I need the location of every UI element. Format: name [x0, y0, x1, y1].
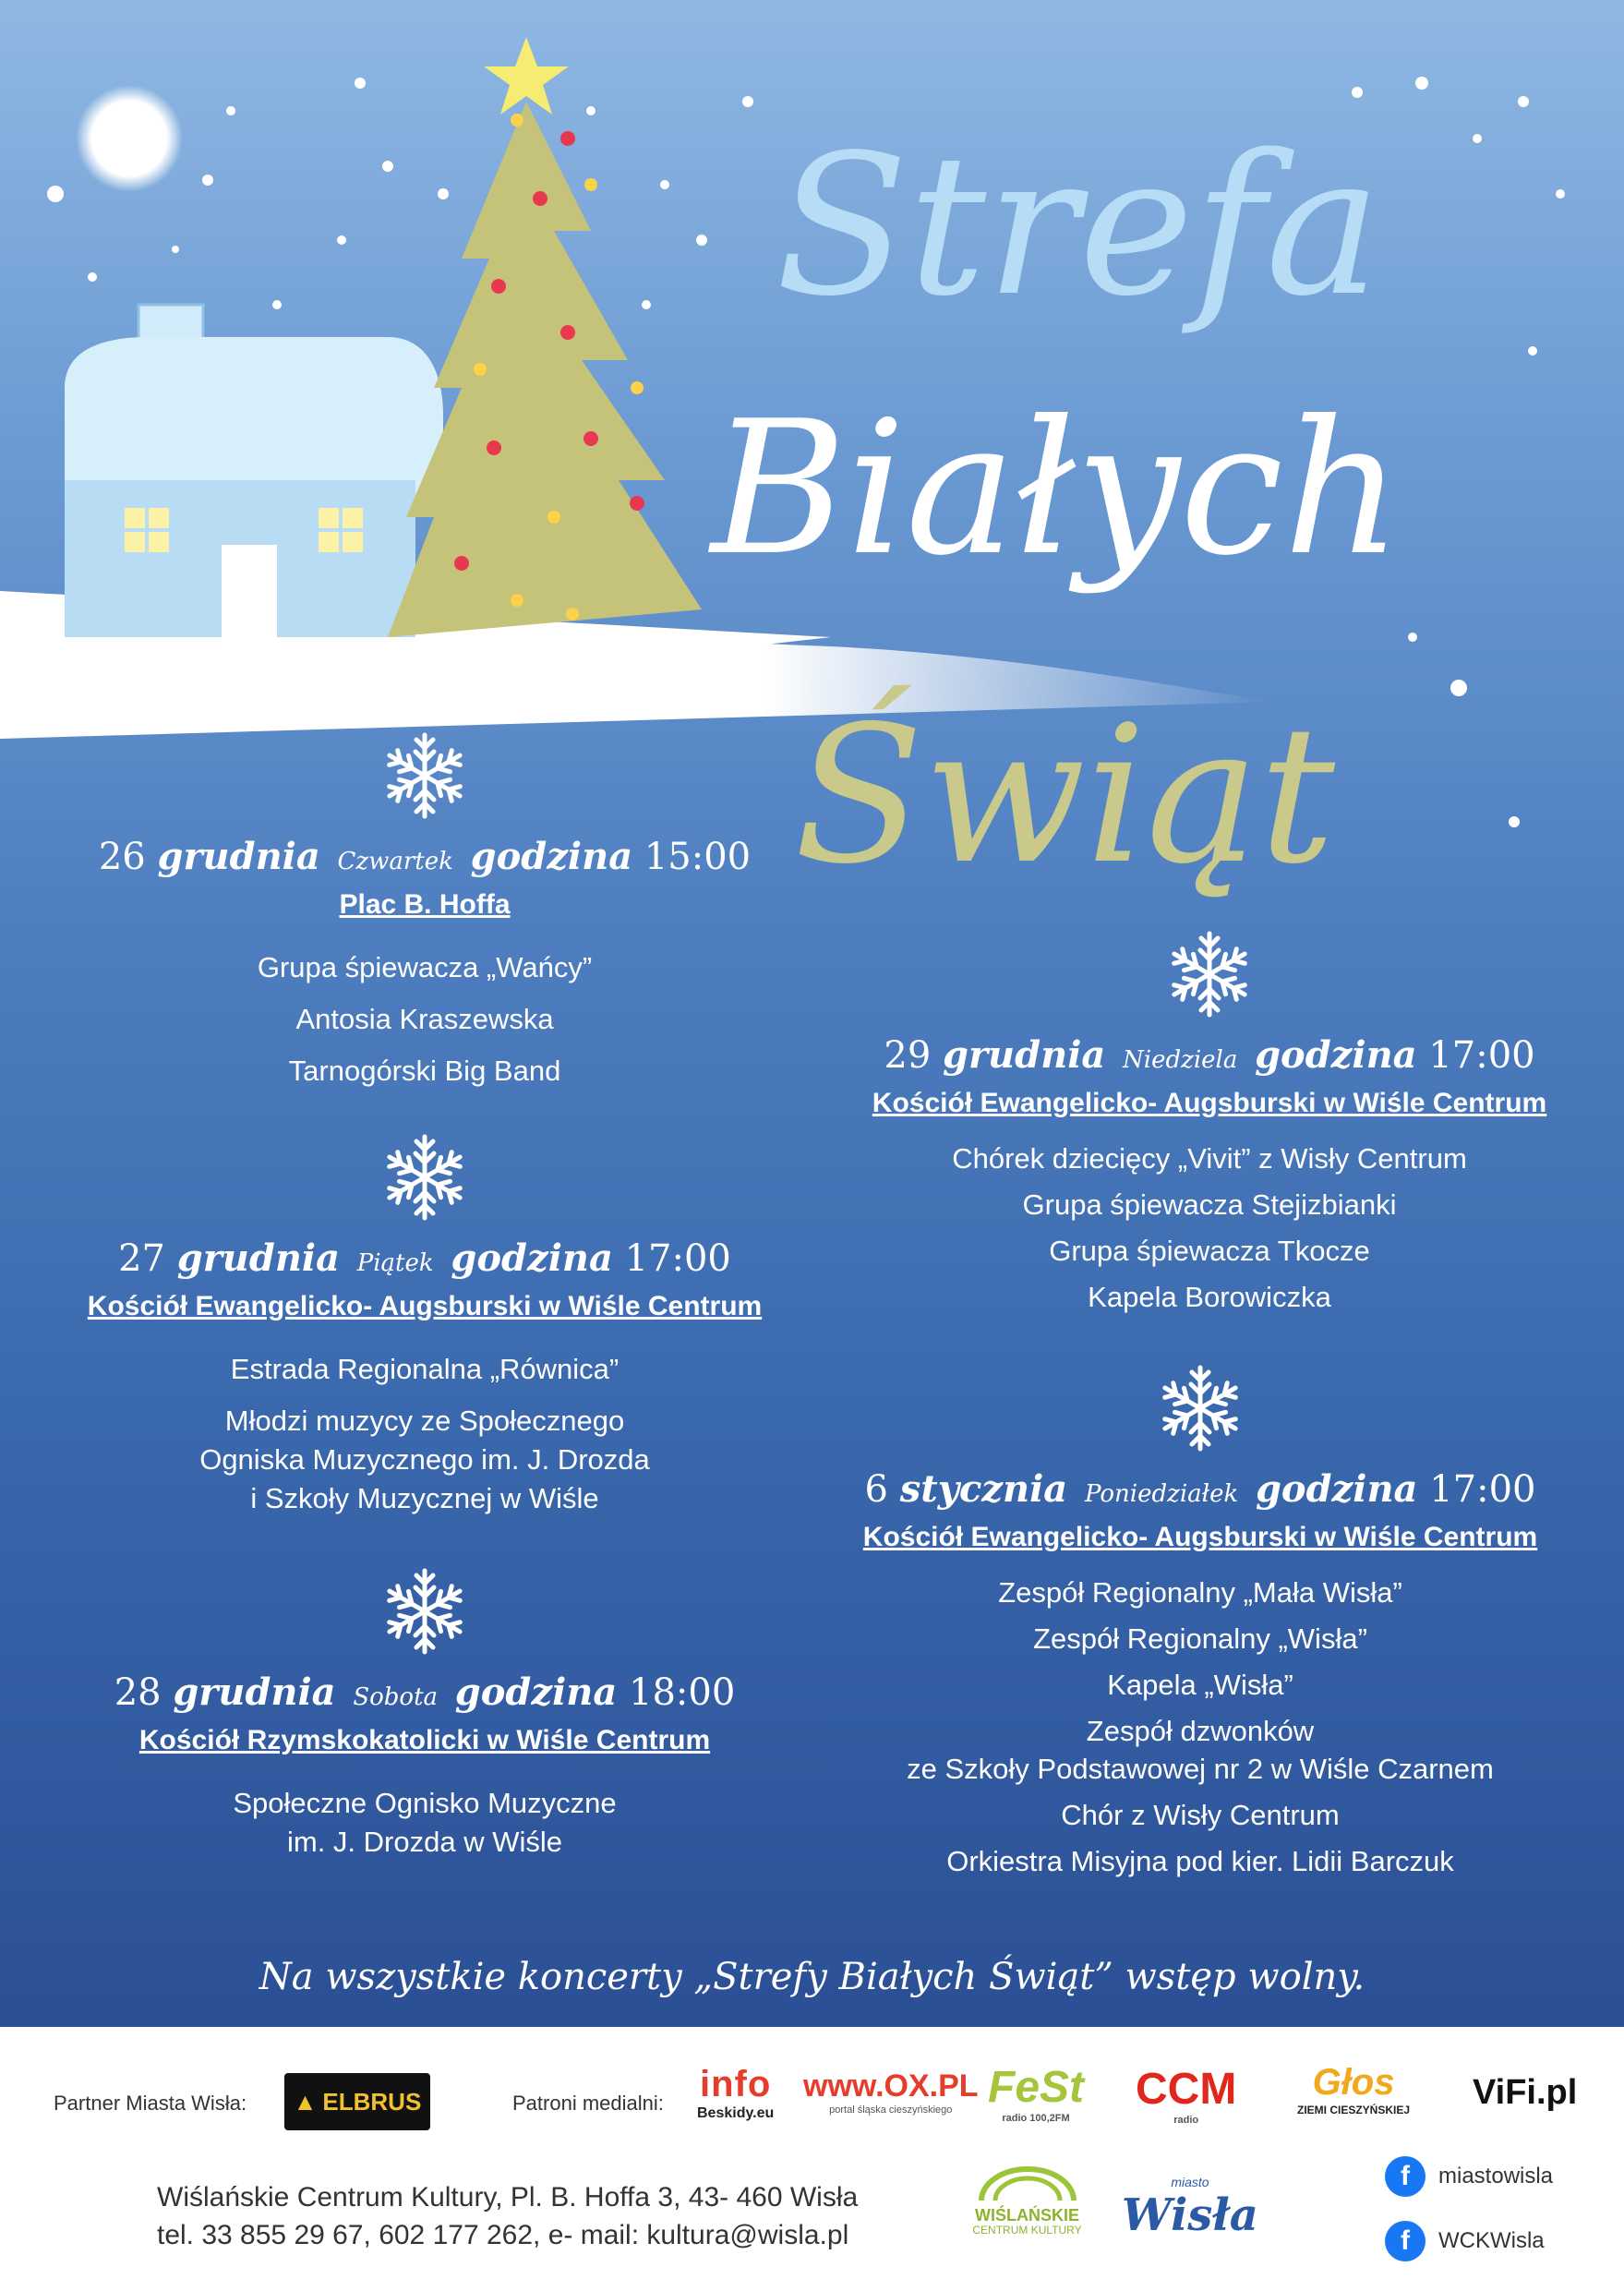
title-line-2: Białych [711, 381, 1402, 597]
event-month: grudnia [943, 1033, 1106, 1077]
event-time: 17:00 [624, 1237, 731, 1280]
performer-list [803, 1574, 1597, 1881]
performer: Grupa śpiewacza Tkocze [1049, 1234, 1370, 1267]
event-header [28, 835, 822, 878]
facebook-icon: f [1385, 2221, 1426, 2261]
event-card [812, 928, 1606, 1323]
snowflake-icon [379, 1131, 471, 1224]
glos-logo: Głos ZIEMI CIESZYŃSKIEJ [1297, 2062, 1411, 2116]
mountain-icon: ▲ [293, 2087, 318, 2116]
event-weekday: Sobota [353, 1683, 439, 1711]
media-label: Patroni medialni: [512, 2092, 664, 2115]
house-illustration [65, 305, 443, 637]
event-venue: Kościół Ewangelicko- Augsburski w Wiśle Centrum [872, 1088, 1547, 1118]
performer: Młodzi muzycy ze Społecznego Ogniska Muzycznego im. J. Drozda i Szkoły Muzycznej w Wiśle [199, 1404, 650, 1514]
free-entry-note: Na wszystkie koncerty „Strefy Białych Świąt” wstęp wolny. [259, 1956, 1365, 1998]
moon-icon [76, 85, 183, 192]
performer: Estrada Regionalna „Równica” [230, 1353, 620, 1385]
social-link[interactable] [1385, 2156, 1553, 2197]
performer: Orkiestra Misyjna pod kier. Lidii Barczuk [946, 1845, 1454, 1878]
event-month: grudnia [176, 1236, 341, 1280]
performer-list [28, 1350, 822, 1517]
performer: Zespół dzwonków ze Szkoły Podstawowej nr 2 w Wiśle Czarnem [907, 1714, 1494, 1786]
performer: Antosia Kraszewska [295, 1002, 554, 1035]
event-weekday: Niedziela [1123, 1046, 1238, 1074]
performer: Grupa śpiewacza „Wańcy” [257, 951, 593, 983]
event-hour-label: godzina [454, 1670, 618, 1714]
event-month: grudnia [157, 835, 320, 878]
performer: Kapela „Wisła” [1107, 1668, 1293, 1701]
event-card [803, 1362, 1597, 1888]
event-weekday: Poniedziałek [1084, 1480, 1239, 1508]
event-day-number: 27 [118, 1237, 165, 1280]
elbrus-logo-text: ELBRUS [322, 2087, 422, 2116]
event-card [28, 1565, 822, 1875]
event-hour-label: godzina [1255, 1033, 1417, 1077]
event-venue: Kościół Ewangelicko- Augsburski w Wiśle Centrum [862, 1522, 1538, 1552]
fest-radio-logo: FeSt radio 100,2FM [988, 2063, 1085, 2124]
event-hour-label: godzina [1255, 1467, 1418, 1511]
event-card [28, 1131, 822, 1530]
event-time: 15:00 [644, 836, 752, 878]
christmas-tree-illustration [388, 37, 702, 637]
vifi-logo: ViFi.pl [1473, 2073, 1578, 2112]
partner-label: Partner Miasta Wisła: [54, 2092, 247, 2115]
event-venue: Kościół Rzymskokatolicki w Wiśle Centrum [138, 1725, 711, 1755]
performer: Zespół Regionalny „Mała Wisła” [998, 1576, 1402, 1609]
wck-arc-icon [972, 2165, 1083, 2202]
social-handle: miastowisla [1438, 2164, 1554, 2189]
event-day-number: 28 [114, 1671, 162, 1714]
performer: Grupa śpiewacza Stejizbianki [1022, 1188, 1397, 1221]
social-handle: WCKWisla [1438, 2228, 1545, 2253]
contact-info [157, 2179, 858, 2254]
performer: Zespół Regionalny „Wisła” [1033, 1622, 1367, 1655]
event-month: stycznia [899, 1467, 1068, 1511]
event-time: 17:00 [1428, 1034, 1535, 1077]
performer: Chór z Wisły Centrum [1061, 1799, 1340, 1832]
contact-address: Wiślańskie Centrum Kultury, Pl. B. Hoffa 3, 43- 460 Wisła [157, 2182, 859, 2213]
event-weekday: Piątek [356, 1249, 434, 1277]
social-link[interactable] [1385, 2221, 1545, 2261]
snowflake-icon [379, 730, 471, 822]
event-venue: Kościół Ewangelicko- Augsburski w Wiśle Centrum [87, 1291, 763, 1321]
performer: Społeczne Ognisko Muzyczne im. J. Drozda w Wiśle [233, 1787, 617, 1858]
partners-footer [0, 2027, 1624, 2291]
event-card [28, 730, 822, 1103]
snowflake-icon [1154, 1362, 1246, 1454]
event-time: 18:00 [629, 1671, 736, 1714]
info-beskidy-logo: info Beskidy.eu [697, 2064, 775, 2121]
performer: Kapela Borowiczka [1088, 1280, 1331, 1313]
ccm-radio-logo: CCM radio [1136, 2065, 1237, 2126]
event-day-number: 26 [98, 836, 146, 878]
wck-logo: WIŚLAŃSKIE CENTRUM KULTURY [965, 2165, 1089, 2237]
oxpl-logo: www.OX.PL portal śląska cieszyńskiego [803, 2068, 979, 2116]
wisla-city-logo: miasto Wisła [1122, 2175, 1258, 2241]
event-hour-label: godzina [451, 1236, 613, 1280]
elbrus-logo [284, 2073, 430, 2130]
event-header [28, 1670, 822, 1714]
event-venue: Plac B. Hoffa [339, 889, 511, 920]
event-month: grudnia [173, 1670, 336, 1714]
performer: Chórek dziecięcy „Vivit” z Wisły Centrum [952, 1142, 1467, 1175]
contact-phone-email: tel. 33 855 29 67, 602 177 262, e- mail: kultura@wisla.pl [157, 2219, 849, 2250]
snowflake-icon [1163, 928, 1256, 1020]
performer-list [28, 948, 822, 1091]
event-header [803, 1467, 1597, 1511]
event-header [812, 1033, 1606, 1077]
event-time: 17:00 [1429, 1468, 1536, 1511]
event-day-number: 6 [864, 1468, 888, 1511]
facebook-icon: f [1385, 2156, 1426, 2197]
performer-list [812, 1139, 1606, 1316]
snowflake-icon [379, 1565, 471, 1658]
event-hour-label: godzina [470, 835, 633, 878]
event-weekday: Czwartek [337, 848, 453, 875]
performer-list [28, 1784, 822, 1862]
title-line-3: Świąt [794, 686, 1336, 906]
title-line-1: Strefa [776, 113, 1381, 339]
event-header [28, 1236, 822, 1280]
performer: Tarnogórski Big Band [288, 1054, 561, 1087]
event-day-number: 29 [884, 1034, 932, 1077]
